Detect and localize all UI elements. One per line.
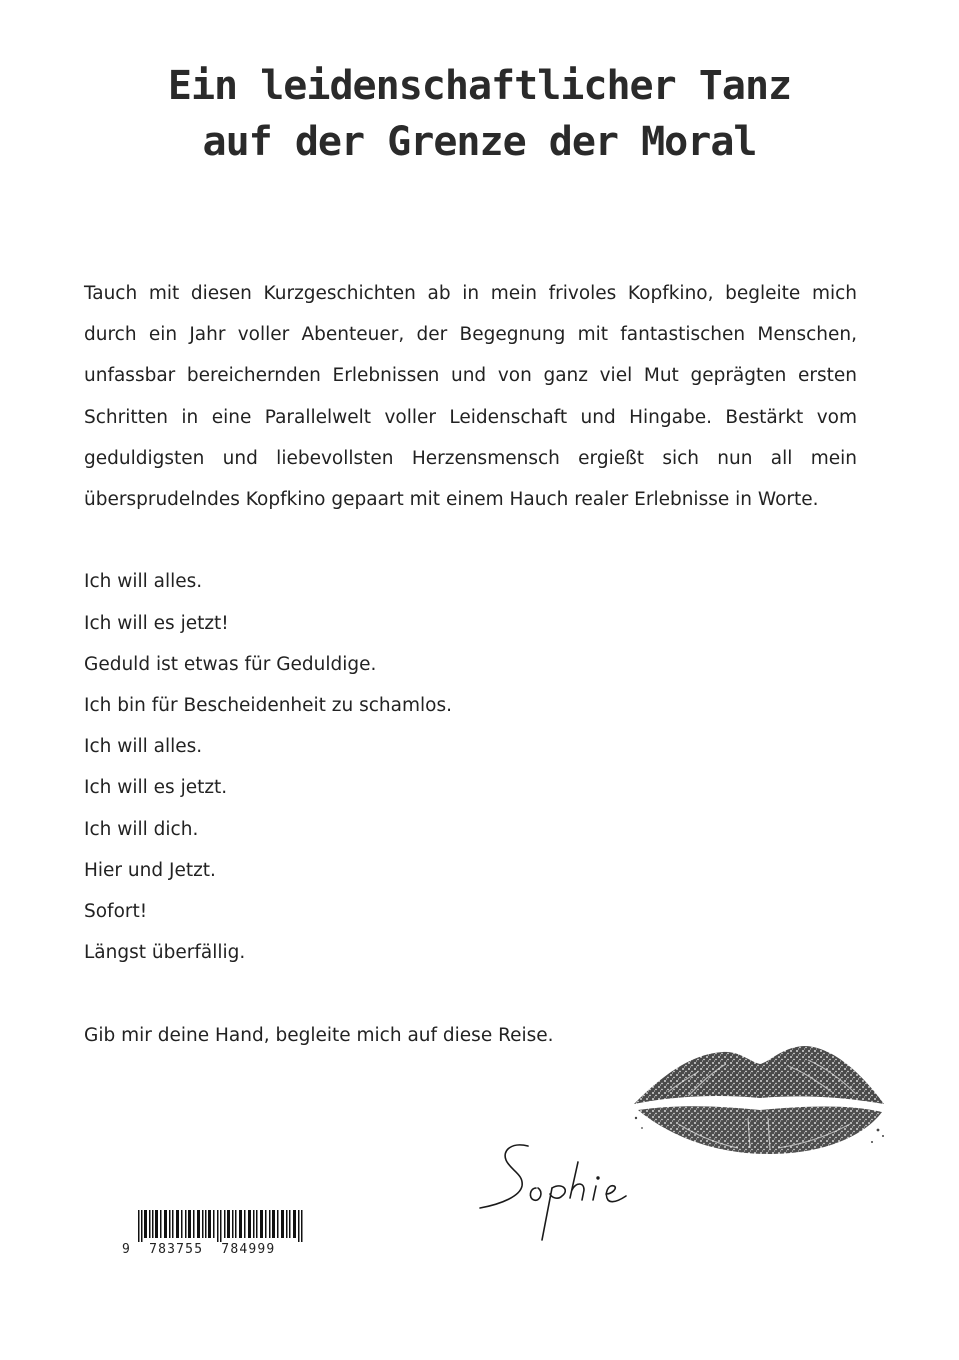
book-title: [0, 58, 959, 170]
intro-paragraph: Tauch mit diesen Kurzgeschichten ab in mein frivoles Kopfkino, begleite mich durch ein Jahr voller Abenteuer, der Begegnung mit fantastischen Menschen, unfassbar bereichernden Erlebnissen und von ganz viel Mut geprägten ersten Schritten in eine Parallelwelt voller Leidenschaft und Hingabe. Bestärkt vom geduldigsten und liebevollsten Herzensmensch ergießt sich nun all mein übersprudelndes Kopfkino gepaart mit einem Hauch realer Erlebnisse in Worte.: [84, 283, 857, 511]
book-title-line-2: auf der Grenze der Moral: [202, 119, 757, 165]
poem-line: Ich will es jetzt!: [84, 612, 229, 634]
poem-line: Ich will dich.: [84, 818, 199, 840]
poem-line: Längst überfällig.: [84, 942, 246, 964]
lower-lip: [638, 1106, 882, 1154]
handwritten-signature: [472, 1132, 652, 1247]
lips-print-icon: [628, 1032, 890, 1158]
upper-lip: [634, 1046, 884, 1104]
poem: [84, 561, 857, 973]
poem-line: Ich will alles.: [84, 571, 203, 593]
barcode-bars-icon: [138, 1210, 314, 1242]
poem-line: Ich will es jetzt.: [84, 777, 228, 799]
isbn-barcode: [118, 1210, 304, 1262]
closing-line: Gib mir deine Hand, begleite mich auf diese Reise.: [84, 1024, 554, 1046]
poem-line: Ich bin für Bescheidenheit zu schamlos.: [84, 695, 452, 717]
poem-line: Geduld ist etwas für Geduldige.: [84, 653, 377, 675]
poem-line: Ich will alles.: [84, 736, 203, 758]
poem-line: Hier und Jetzt.: [84, 859, 216, 881]
book-title-line-1: Ein leidenschaftlicher Tanz: [167, 63, 792, 109]
poem-line: Sofort!: [84, 901, 148, 923]
blurb: [84, 273, 857, 1056]
isbn-digits: 9 783755 784999: [122, 1242, 276, 1257]
